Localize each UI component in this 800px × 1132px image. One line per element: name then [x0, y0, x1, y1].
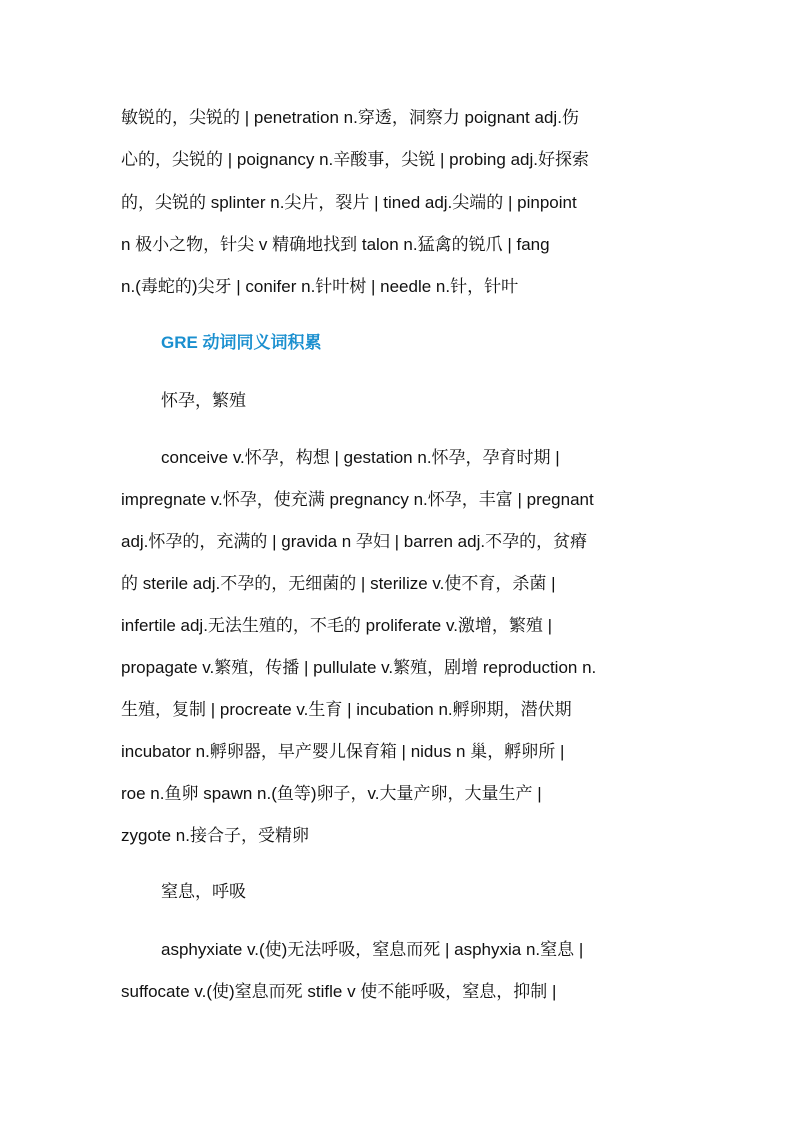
topic-title-suffocation: 窒息，呼吸 — [161, 882, 246, 901]
topic-title-pregnancy: 怀孕，繁殖 — [161, 391, 246, 410]
text-line: 的 sterile adj.不孕的，无细菌的 | sterilize v.使不育，杀菌 | — [121, 574, 556, 593]
text-line: roe n.鱼卵 spawn n.(鱼等)卵子，v.大量产卵，大量生产 | — [121, 784, 542, 803]
text-line: suffocate v.(使)窒息而死 stifle v 使不能呼吸，窒息，抑制 | — [121, 982, 557, 1001]
section-heading: GRE 动词同义词积累 — [161, 333, 322, 352]
text-line: 心的，尖锐的 | poignancy n.辛酸事，尖锐 | probing adj.好探索 — [121, 150, 589, 169]
text-line: infertile adj.无法生殖的，不毛的 proliferate v.激增，繁殖 | — [121, 616, 553, 635]
text-line: n.(毒蛇的)尖牙 | conifer n.针叶树 | needle n.针，针叶 — [121, 277, 519, 296]
text-line: zygote n.接合子，受精卵 — [121, 826, 309, 845]
text-line: 生殖，复制 | procreate v.生育 | incubation n.孵卵期，潜伏期 — [121, 700, 572, 719]
text-line: 敏锐的，尖锐的 | penetration n.穿透，洞察力 poignant adj.伤 — [121, 108, 579, 127]
text-line: impregnate v.怀孕，使充满 pregnancy n.怀孕，丰富 | pregnant — [121, 490, 594, 509]
text-line: asphyxiate v.(使)无法呼吸，窒息而死 | asphyxia n.窒息 | — [161, 940, 584, 959]
text-line: adj.怀孕的，充满的 | gravida n 孕妇 | barren adj.不孕的，贫瘠 — [121, 532, 588, 551]
text-line: incubator n.孵卵器，早产婴儿保育箱 | nidus n 巢，孵卵所 | — [121, 742, 565, 761]
text-line: propagate v.繁殖，传播 | pullulate v.繁殖，剧增 reproduction n. — [121, 658, 597, 677]
text-line: 的，尖锐的 splinter n.尖片，裂片 | tined adj.尖端的 | pinpoint — [121, 193, 577, 212]
text-line: n 极小之物，针尖 v 精确地找到 talon n.猛禽的锐爪 | fang — [121, 235, 550, 254]
text-line: conceive v.怀孕，构想 | gestation n.怀孕，孕育时期 | — [161, 448, 560, 467]
